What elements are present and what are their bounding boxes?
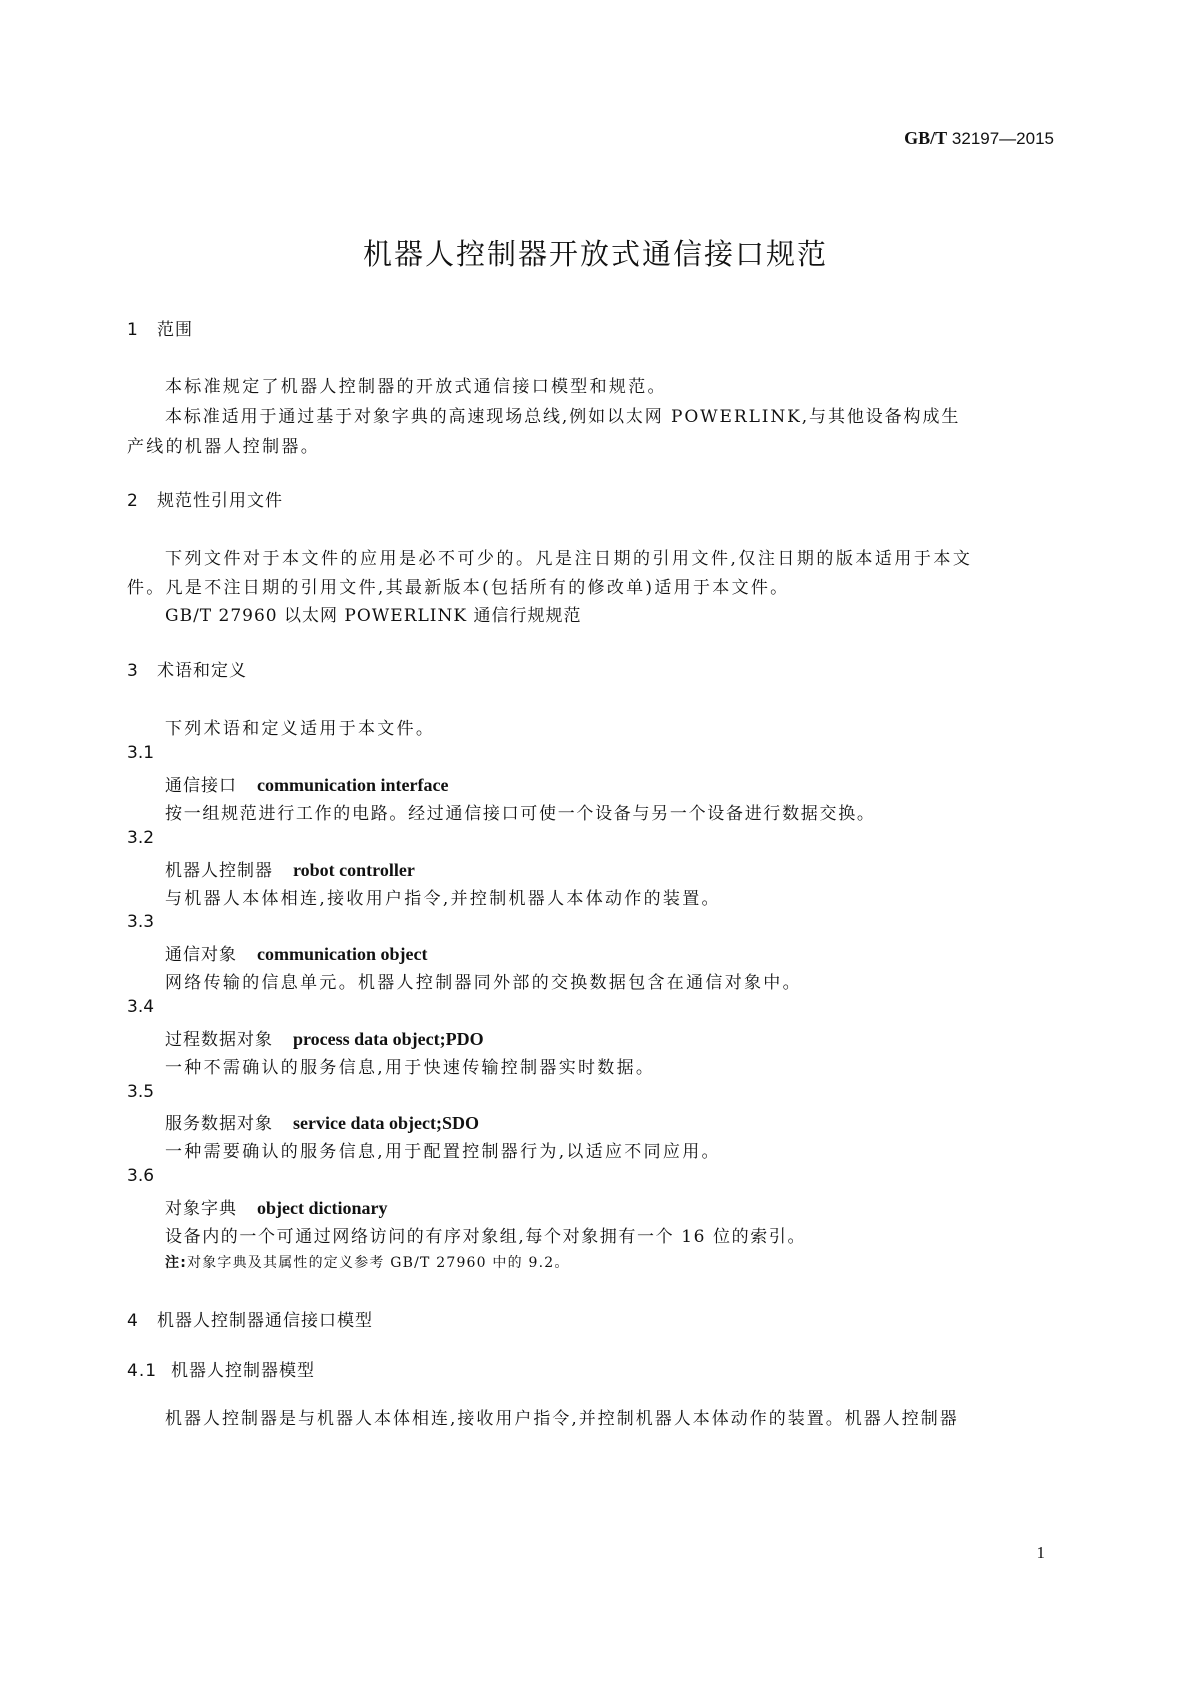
paragraph-continuation: 件。凡是不注日期的引用文件,其最新版本(包括所有的修改单)适用于本文件。 bbox=[127, 578, 790, 598]
term-definition: 一种需要确认的服务信息,用于配置控制器行为,以适应不同应用。 bbox=[165, 1142, 721, 1162]
term-zh: 通信对象 bbox=[165, 945, 237, 965]
term-number: 3.6 bbox=[127, 1166, 155, 1186]
term-definition: 设备内的一个可通过网络访问的有序对象组,每个对象拥有一个 16 位的索引。 bbox=[165, 1227, 807, 1247]
term-entry bbox=[165, 1194, 387, 1219]
term-definition: 一种不需确认的服务信息,用于快速传输控制器实时数据。 bbox=[165, 1058, 656, 1078]
term-zh: 机器人控制器 bbox=[165, 861, 273, 881]
paragraph: 机器人控制器是与机器人本体相连,接收用户指令,并控制机器人本体动作的装置。机器人控制器 bbox=[165, 1409, 959, 1429]
note-label: 注: bbox=[165, 1255, 187, 1271]
section-number: 4 bbox=[127, 1311, 139, 1331]
term-entry bbox=[165, 1025, 484, 1050]
page-number: 1 bbox=[1036, 1543, 1045, 1562]
section-number: 1 bbox=[127, 320, 139, 340]
term-zh: 过程数据对象 bbox=[165, 1030, 273, 1050]
subsection-number: 4.1 bbox=[127, 1361, 158, 1381]
term-number: 3.1 bbox=[127, 743, 155, 763]
subsection-4-1-heading bbox=[127, 1356, 315, 1381]
subsection-title: 机器人控制器模型 bbox=[171, 1361, 315, 1381]
section-number: 3 bbox=[127, 661, 139, 681]
term-en: communication object bbox=[257, 944, 428, 964]
term-number: 3.3 bbox=[127, 912, 155, 932]
term-number: 3.2 bbox=[127, 828, 155, 848]
paragraph: 本标准规定了机器人控制器的开放式通信接口模型和规范。 bbox=[165, 377, 667, 397]
term-en: service data object;SDO bbox=[293, 1113, 479, 1133]
term-definition: 与机器人本体相连,接收用户指令,并控制机器人本体动作的装置。 bbox=[165, 889, 721, 909]
section-number: 2 bbox=[127, 491, 139, 511]
note-text: 对象字典及其属性的定义参考 GB/T 27960 中的 9.2。 bbox=[187, 1255, 570, 1271]
section-title: 机器人控制器通信接口模型 bbox=[157, 1311, 373, 1331]
term-zh: 服务数据对象 bbox=[165, 1114, 273, 1134]
term-en: robot controller bbox=[293, 860, 415, 880]
term-en: process data object;PDO bbox=[293, 1029, 484, 1049]
term-zh: 对象字典 bbox=[165, 1199, 237, 1219]
term-entry bbox=[165, 771, 448, 796]
term-zh: 通信接口 bbox=[165, 776, 237, 796]
note bbox=[165, 1252, 570, 1272]
standard-number: 32197—2015 bbox=[951, 129, 1054, 148]
term-entry bbox=[165, 940, 427, 965]
paragraph: 下列术语和定义适用于本文件。 bbox=[165, 719, 436, 739]
section-title: 规范性引用文件 bbox=[157, 491, 283, 511]
term-definition: 按一组规范进行工作的电路。经过通信接口可使一个设备与另一个设备进行数据交换。 bbox=[165, 804, 876, 824]
standard-code bbox=[904, 128, 1054, 149]
section-4-heading bbox=[127, 1306, 373, 1331]
section-2-heading bbox=[127, 486, 283, 511]
section-1-heading bbox=[127, 315, 193, 340]
normative-reference: GB/T 27960 以太网 POWERLINK 通信行规规范 bbox=[165, 606, 582, 626]
term-en: communication interface bbox=[257, 775, 449, 795]
section-title: 术语和定义 bbox=[157, 661, 247, 681]
paragraph: 本标准适用于通过基于对象字典的高速现场总线,例如以太网 POWERLINK,与其他设备构成生 bbox=[165, 407, 961, 427]
term-number: 3.4 bbox=[127, 997, 155, 1017]
standard-prefix: GB/T bbox=[904, 128, 948, 148]
paragraph-continuation: 产线的机器人控制器。 bbox=[127, 437, 320, 457]
section-title: 范围 bbox=[157, 320, 193, 340]
term-number: 3.5 bbox=[127, 1082, 155, 1102]
term-en: object dictionary bbox=[257, 1198, 388, 1218]
term-entry bbox=[165, 856, 415, 881]
term-entry bbox=[165, 1109, 479, 1134]
paragraph: 下列文件对于本文件的应用是必不可少的。凡是注日期的引用文件,仅注日期的版本适用于本文 bbox=[165, 549, 973, 569]
section-3-heading bbox=[127, 656, 247, 681]
document-title: 机器人控制器开放式通信接口规范 bbox=[362, 237, 828, 271]
term-definition: 网络传输的信息单元。机器人控制器同外部的交换数据包含在通信对象中。 bbox=[165, 973, 802, 993]
